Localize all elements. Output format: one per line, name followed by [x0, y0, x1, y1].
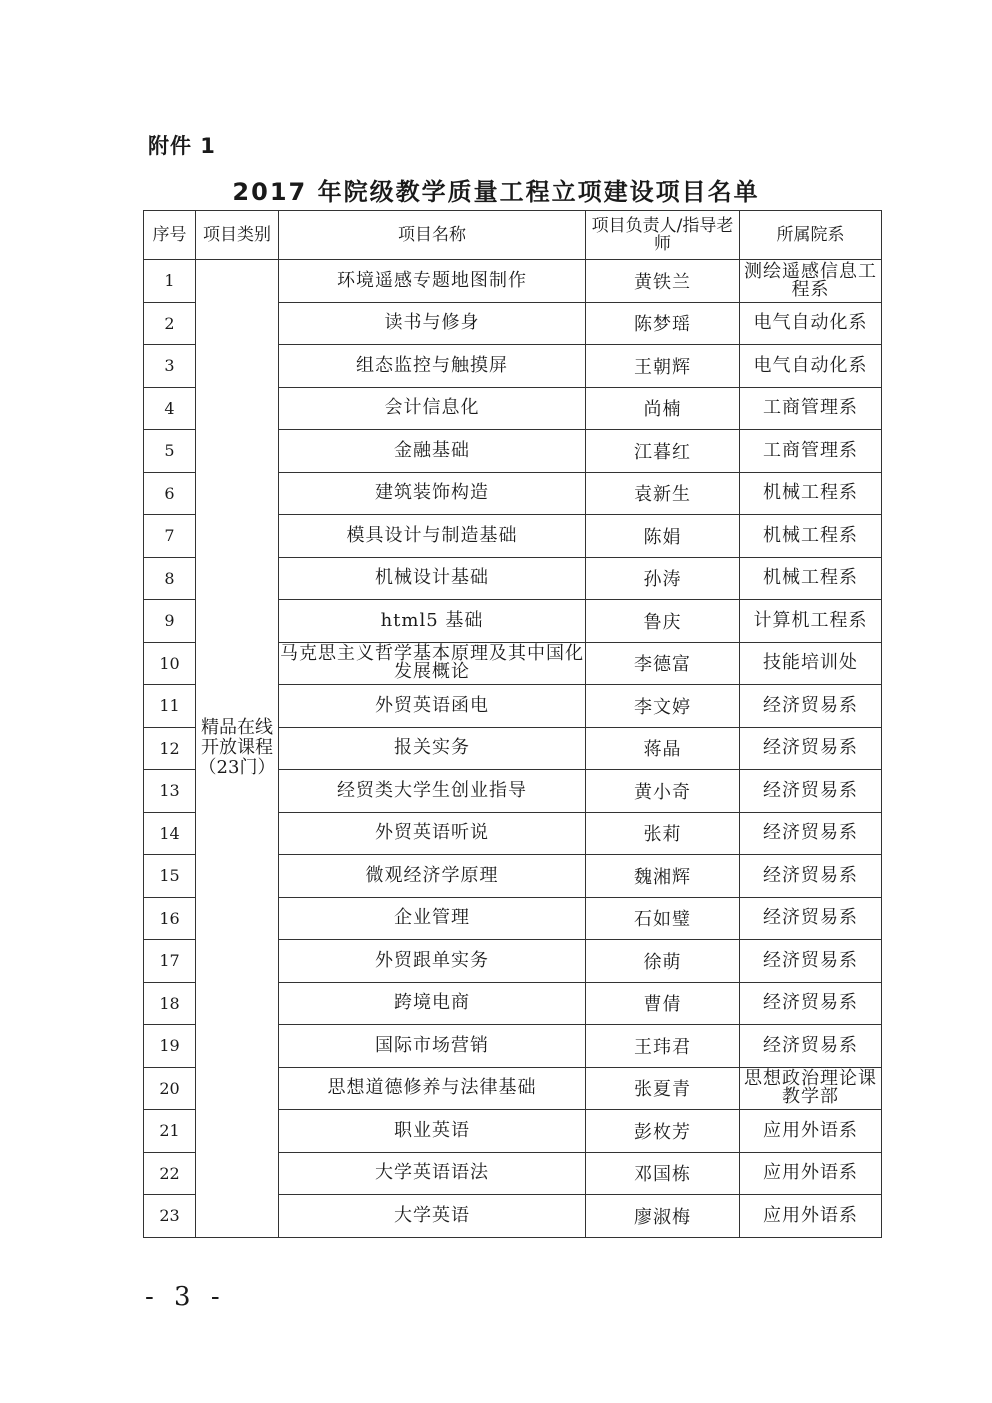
project-leader: 陈娟 — [586, 515, 740, 558]
row-number: 17 — [144, 940, 196, 983]
project-name: 马克思主义哲学基本原理及其中国化发展概论 — [279, 642, 586, 685]
project-leader: 尚楠 — [586, 387, 740, 430]
project-leader: 李文婷 — [586, 685, 740, 728]
project-leader: 袁新生 — [586, 472, 740, 515]
row-number: 14 — [144, 812, 196, 855]
project-leader: 王朝辉 — [586, 345, 740, 388]
project-name: 职业英语 — [279, 1110, 586, 1153]
project-name: 企业管理 — [279, 897, 586, 940]
project-department: 机械工程系 — [740, 557, 882, 600]
project-department: 经济贸易系 — [740, 855, 882, 898]
project-name: 报关实务 — [279, 727, 586, 770]
project-department: 工商管理系 — [740, 430, 882, 473]
project-department: 经济贸易系 — [740, 897, 882, 940]
project-leader: 彭枚芳 — [586, 1110, 740, 1153]
row-number: 15 — [144, 855, 196, 898]
project-leader: 黄小奇 — [586, 770, 740, 813]
project-name: 机械设计基础 — [279, 557, 586, 600]
project-department: 机械工程系 — [740, 472, 882, 515]
project-leader: 王玮君 — [586, 1025, 740, 1068]
row-number: 12 — [144, 727, 196, 770]
row-number: 9 — [144, 600, 196, 643]
document-title: 2017 年院级教学质量工程立项建设项目名单 — [232, 178, 760, 206]
project-name: 思想道德修养与法律基础 — [279, 1067, 586, 1110]
row-number: 3 — [144, 345, 196, 388]
project-leader: 张夏青 — [586, 1067, 740, 1110]
project-department: 经济贸易系 — [740, 770, 882, 813]
project-leader: 邓国栋 — [586, 1152, 740, 1195]
project-name: 经贸类大学生创业指导 — [279, 770, 586, 813]
row-number: 5 — [144, 430, 196, 473]
project-department: 应用外语系 — [740, 1152, 882, 1195]
project-department: 思想政治理论课教学部 — [740, 1067, 882, 1110]
project-name: 环境遥感专题地图制作 — [279, 260, 586, 303]
row-number: 22 — [144, 1152, 196, 1195]
page-number: - 3 - — [145, 1282, 226, 1312]
project-department: 经济贸易系 — [740, 812, 882, 855]
project-department: 电气自动化系 — [740, 345, 882, 388]
project-name: html5 基础 — [279, 600, 586, 643]
project-name: 组态监控与触摸屏 — [279, 345, 586, 388]
header-no: 序号 — [144, 211, 196, 260]
project-name: 外贸跟单实务 — [279, 940, 586, 983]
project-name: 国际市场营销 — [279, 1025, 586, 1068]
project-name: 大学英语 — [279, 1195, 586, 1238]
row-number: 20 — [144, 1067, 196, 1110]
project-name: 外贸英语听说 — [279, 812, 586, 855]
project-leader: 蒋晶 — [586, 727, 740, 770]
row-number: 18 — [144, 982, 196, 1025]
header-name: 项目名称 — [279, 211, 586, 260]
project-leader: 陈梦瑶 — [586, 302, 740, 345]
row-number: 23 — [144, 1195, 196, 1238]
row-number: 19 — [144, 1025, 196, 1068]
project-department: 经济贸易系 — [740, 940, 882, 983]
project-leader: 黄铁兰 — [586, 260, 740, 303]
row-number: 1 — [144, 260, 196, 303]
project-department: 应用外语系 — [740, 1110, 882, 1153]
project-leader: 廖淑梅 — [586, 1195, 740, 1238]
attachment-label: 附件 1 — [148, 134, 216, 158]
project-leader: 张莉 — [586, 812, 740, 855]
row-number: 7 — [144, 515, 196, 558]
row-number: 13 — [144, 770, 196, 813]
project-department: 应用外语系 — [740, 1195, 882, 1238]
project-department: 经济贸易系 — [740, 685, 882, 728]
header-category: 项目类别 — [196, 211, 279, 260]
project-leader: 曹倩 — [586, 982, 740, 1025]
project-name: 模具设计与制造基础 — [279, 515, 586, 558]
project-name: 外贸英语函电 — [279, 685, 586, 728]
project-department: 经济贸易系 — [740, 1025, 882, 1068]
table-header-row — [144, 211, 882, 260]
project-name: 金融基础 — [279, 430, 586, 473]
row-number: 21 — [144, 1110, 196, 1153]
row-number: 10 — [144, 642, 196, 685]
project-leader: 孙涛 — [586, 557, 740, 600]
project-name: 跨境电商 — [279, 982, 586, 1025]
project-leader: 石如璧 — [586, 897, 740, 940]
project-leader: 徐萌 — [586, 940, 740, 983]
row-number: 6 — [144, 472, 196, 515]
category-cell: 精品在线开放课程（23门） — [196, 260, 279, 1238]
project-department: 机械工程系 — [740, 515, 882, 558]
project-table — [143, 210, 882, 1238]
project-leader: 鲁庆 — [586, 600, 740, 643]
project-department: 工商管理系 — [740, 387, 882, 430]
project-department: 经济贸易系 — [740, 982, 882, 1025]
row-number: 11 — [144, 685, 196, 728]
project-name: 建筑装饰构造 — [279, 472, 586, 515]
project-leader: 李德富 — [586, 642, 740, 685]
project-name: 会计信息化 — [279, 387, 586, 430]
project-department: 技能培训处 — [740, 642, 882, 685]
header-leader: 项目负责人/指导老师 — [586, 211, 740, 260]
row-number: 16 — [144, 897, 196, 940]
project-department: 计算机工程系 — [740, 600, 882, 643]
header-dept: 所属院系 — [740, 211, 882, 260]
project-leader: 魏湘辉 — [586, 855, 740, 898]
project-department: 经济贸易系 — [740, 727, 882, 770]
row-number: 4 — [144, 387, 196, 430]
project-name: 大学英语语法 — [279, 1152, 586, 1195]
table-row — [144, 260, 882, 303]
row-number: 2 — [144, 302, 196, 345]
row-number: 8 — [144, 557, 196, 600]
project-leader: 江暮红 — [586, 430, 740, 473]
project-department: 电气自动化系 — [740, 302, 882, 345]
project-department: 测绘遥感信息工程系 — [740, 260, 882, 303]
project-name: 读书与修身 — [279, 302, 586, 345]
project-name: 微观经济学原理 — [279, 855, 586, 898]
